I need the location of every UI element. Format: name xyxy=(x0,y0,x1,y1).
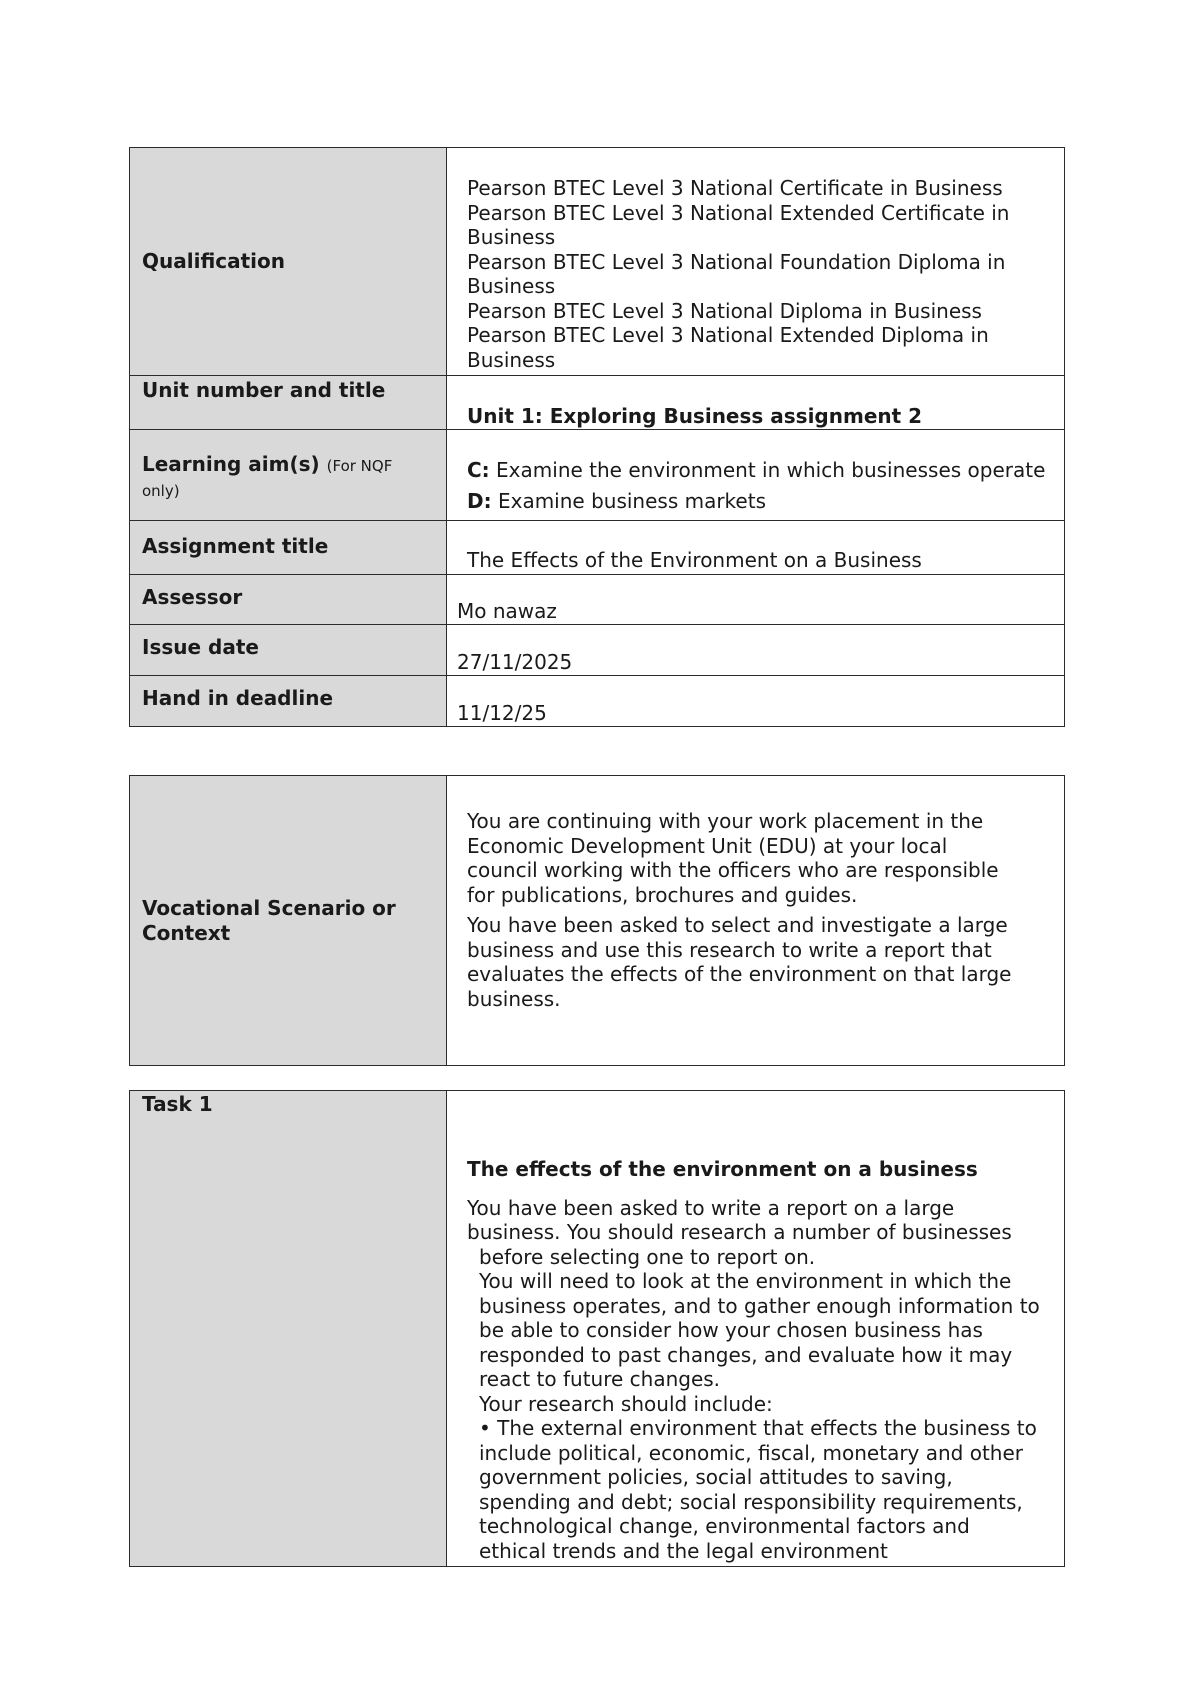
task-label-cell xyxy=(130,1091,447,1567)
assignment-title-label: Assignment title xyxy=(142,534,329,558)
bullet-icon: • xyxy=(479,1416,498,1440)
assignment-title-value-cell xyxy=(447,521,1065,575)
scenario-text-cell xyxy=(447,776,1065,1066)
qualification-line: Pearson BTEC Level 3 National Extended Certificate in Business xyxy=(467,200,1010,249)
task-body xyxy=(467,1245,1042,1564)
scenario-paragraph: You have been asked to select and investigate a large business and use this research to write a report that evaluates the effects of the environment on that large business. xyxy=(467,913,1012,1011)
task-body-line: You will need to look at the environment in which the business operates, and to gather enough information to be able to consider how your chosen business has responded to past changes, and evaluate how it may react to future changes. xyxy=(479,1269,1040,1391)
task-body-line: before selecting one to report on. xyxy=(479,1244,816,1269)
scenario-label-cell xyxy=(130,776,447,1066)
unit-value-cell xyxy=(447,376,1065,430)
issue-date-value-cell xyxy=(447,625,1065,676)
task-label: Task 1 xyxy=(142,1092,213,1116)
task-intro-line: business. You should research a number of businesses xyxy=(467,1220,1012,1244)
deadline-date: 11/12/25 xyxy=(457,701,547,725)
assessor-label: Assessor xyxy=(142,585,243,609)
assessor-name: Mo nawaz xyxy=(457,599,557,623)
task-heading: The effects of the environment on a business xyxy=(467,1157,978,1181)
qualification-line: Pearson BTEC Level 3 National Certificate in Business xyxy=(467,176,1003,200)
deadline-value-cell xyxy=(447,676,1065,727)
learning-aims-value-cell xyxy=(447,430,1065,521)
assignment-title-label-cell xyxy=(130,521,447,575)
assignment-title: The Effects of the Environment on a Business xyxy=(467,548,922,572)
qualification-line: Pearson BTEC Level 3 National Diploma in Business xyxy=(467,298,982,323)
task-text-cell xyxy=(447,1091,1065,1567)
assessor-label-cell xyxy=(130,575,447,625)
qualification-line: Pearson BTEC Level 3 National Foundation Diploma in Business xyxy=(467,249,1006,298)
learning-aims-label-cell xyxy=(130,430,447,521)
qualification-value-cell xyxy=(447,148,1065,376)
qualification-label: Qualification xyxy=(142,249,286,274)
issue-date-label-cell xyxy=(130,625,447,676)
scenario-label: Vocational Scenario or Context xyxy=(142,896,396,945)
issue-date: 27/11/2025 xyxy=(457,650,573,674)
task-bullet: • The external environment that effects the business to include political, economic, fiscal, monetary and other government policies, social attitudes to saving, spending and debt; social responsibility requirements, technological change, environmental factors and ethical trends and the legal environment xyxy=(479,1416,1037,1563)
task-table xyxy=(129,1090,1065,1567)
task-body-line: Your research should include: xyxy=(479,1391,773,1416)
learning-aims-note: (For NQF only) xyxy=(142,457,393,500)
learning-aim-c: C: Examine the environment in which businesses operate xyxy=(467,458,1046,482)
learning-aim-d: D: Examine business markets xyxy=(467,488,766,513)
scenario-table xyxy=(129,775,1065,1066)
qualification-label-cell xyxy=(130,148,447,376)
unit-label-cell xyxy=(130,376,447,430)
deadline-label: Hand in deadline xyxy=(142,686,334,710)
qualification-line: Pearson BTEC Level 3 National Extended Diploma in Business xyxy=(467,323,989,372)
issue-date-label: Issue date xyxy=(142,635,259,659)
deadline-label-cell xyxy=(130,676,447,727)
task-intro-line: You have been asked to write a report on a large xyxy=(467,1195,955,1220)
assessor-value-cell xyxy=(447,575,1065,625)
unit-title: Unit 1: Exploring Business assignment 2 xyxy=(467,404,923,428)
unit-label: Unit number and title xyxy=(142,378,386,402)
learning-aims-label: Learning aim(s) xyxy=(142,452,320,476)
assignment-details-table xyxy=(129,147,1065,727)
scenario-paragraph: You are continuing with your work placement in the Economic Development Unit (EDU) at your local council working with the officers who are responsible for publications, brochures and guides. xyxy=(467,809,999,907)
